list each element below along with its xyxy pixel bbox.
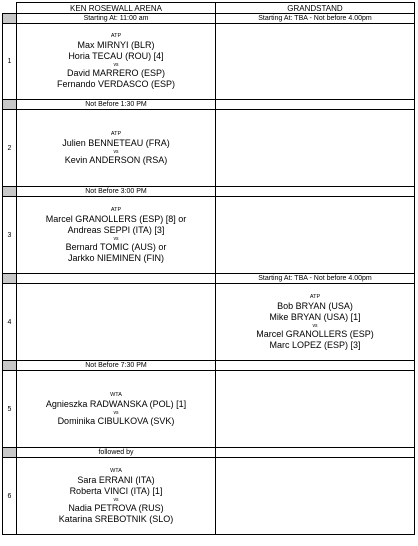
player-name: Max MIRNYI (BLR)	[77, 40, 155, 50]
player-name: Kevin ANDERSON (RSA)	[64, 154, 168, 165]
match-cell-grandstand	[216, 284, 415, 361]
player-name: Andreas SEPPI (ITA) [3]	[67, 224, 165, 235]
match-cell-ken-rosewall-arena	[17, 110, 216, 187]
match-cell-ken-rosewall-arena	[17, 24, 216, 100]
time-row	[3, 274, 415, 284]
player-name: Marcel GRANOLLERS (ESP)	[256, 328, 374, 339]
match-number: 6	[3, 458, 17, 535]
start-time-ken-rosewall-arena	[17, 274, 216, 284]
header-corner	[3, 3, 17, 14]
versus-label: vs	[113, 496, 119, 503]
versus-label: vs	[312, 322, 318, 329]
court-header-row	[3, 3, 415, 14]
start-time-grandstand: Starting At: TBA - Not before 4.00pm	[216, 274, 415, 284]
order-of-play-body	[3, 3, 415, 535]
time-row	[3, 448, 415, 458]
player-name: Agnieszka RADWANSKA (POL) [1]	[45, 398, 187, 409]
time-row	[3, 361, 415, 371]
match-row	[3, 371, 415, 448]
match-row	[3, 24, 415, 100]
start-time-grandstand	[216, 448, 415, 458]
match-cell-ken-rosewall-arena	[17, 284, 216, 361]
versus-label: vs	[113, 235, 119, 242]
player-name: Fernando VERDASCO (ESP)	[56, 79, 176, 89]
player-name: Jarkko NIEMINEN (FIN)	[67, 252, 164, 263]
player-name: Bernard TOMIC (AUS) or	[65, 241, 167, 252]
player-name: Katarina SREBOTNIK (SLO)	[58, 513, 174, 524]
match-number: 5	[3, 371, 17, 448]
time-row-marker	[3, 361, 17, 371]
match-row	[3, 458, 415, 535]
player-name: Nadia PETROVA (RUS)	[68, 502, 164, 513]
court-header-grandstand: GRANDSTAND	[216, 3, 415, 14]
time-row-marker	[3, 14, 17, 24]
player-name: Bob BRYAN (USA)	[277, 300, 353, 311]
start-time-ken-rosewall-arena: Not Before 1:30 PM	[17, 100, 216, 110]
court-header-ken-rosewall-arena: KEN ROSEWALL ARENA	[17, 3, 216, 14]
tour-label: ATP	[110, 206, 122, 213]
match-number: 1	[3, 24, 17, 100]
player-name: Mike BRYAN (USA) [1]	[269, 311, 361, 322]
player-name: Dominika CIBULKOVA (SVK)	[57, 415, 175, 426]
order-of-play-table	[2, 2, 415, 535]
time-row	[3, 100, 415, 110]
player-name: Marcel GRANOLLERS (ESP) [8] or	[45, 213, 187, 224]
match-row	[3, 284, 415, 361]
start-time-grandstand	[216, 100, 415, 110]
tour-label: WTA	[110, 467, 122, 474]
player-name: David MARRERO (ESP)	[66, 68, 165, 78]
match-row	[3, 197, 415, 274]
start-time-grandstand: Starting At: TBA - Not before 4.00pm	[216, 14, 415, 24]
start-time-ken-rosewall-arena: Starting At: 11:00 am	[17, 14, 216, 24]
player-name: Julien BENNETEAU (FRA)	[62, 137, 170, 148]
match-cell-grandstand	[216, 197, 415, 274]
time-row-marker	[3, 448, 17, 458]
player-name: Sara ERRANI (ITA)	[77, 474, 155, 485]
versus-label: vs	[113, 409, 119, 416]
match-cell-grandstand	[216, 110, 415, 187]
tour-label: ATP	[110, 130, 122, 137]
match-cell-grandstand	[216, 458, 415, 535]
match-row	[3, 110, 415, 187]
start-time-grandstand	[216, 187, 415, 197]
versus-label: vs	[113, 62, 119, 68]
start-time-grandstand	[216, 361, 415, 371]
match-cell-ken-rosewall-arena	[17, 197, 216, 274]
match-number: 3	[3, 197, 17, 274]
match-number: 2	[3, 110, 17, 187]
match-cell-ken-rosewall-arena	[17, 371, 216, 448]
player-name: Horia TECAU (ROU) [4]	[68, 51, 164, 61]
time-row-marker	[3, 187, 17, 197]
time-row	[3, 14, 415, 24]
time-row-marker	[3, 274, 17, 284]
time-row	[3, 187, 415, 197]
player-name: Marc LOPEZ (ESP) [3]	[269, 339, 361, 350]
start-time-ken-rosewall-arena: Not Before 3:00 PM	[17, 187, 216, 197]
tour-label: WTA	[110, 391, 122, 398]
start-time-ken-rosewall-arena: followed by	[17, 448, 216, 458]
player-name: Roberta VINCI (ITA) [1]	[69, 485, 163, 496]
match-cell-ken-rosewall-arena	[17, 458, 216, 535]
match-cell-grandstand	[216, 24, 415, 100]
time-row-marker	[3, 100, 17, 110]
tour-label: ATP	[110, 33, 122, 39]
tour-label: ATP	[309, 293, 321, 300]
versus-label: vs	[113, 148, 119, 155]
start-time-ken-rosewall-arena: Not Before 7:30 PM	[17, 361, 216, 371]
match-number: 4	[3, 284, 17, 361]
match-cell-grandstand	[216, 371, 415, 448]
